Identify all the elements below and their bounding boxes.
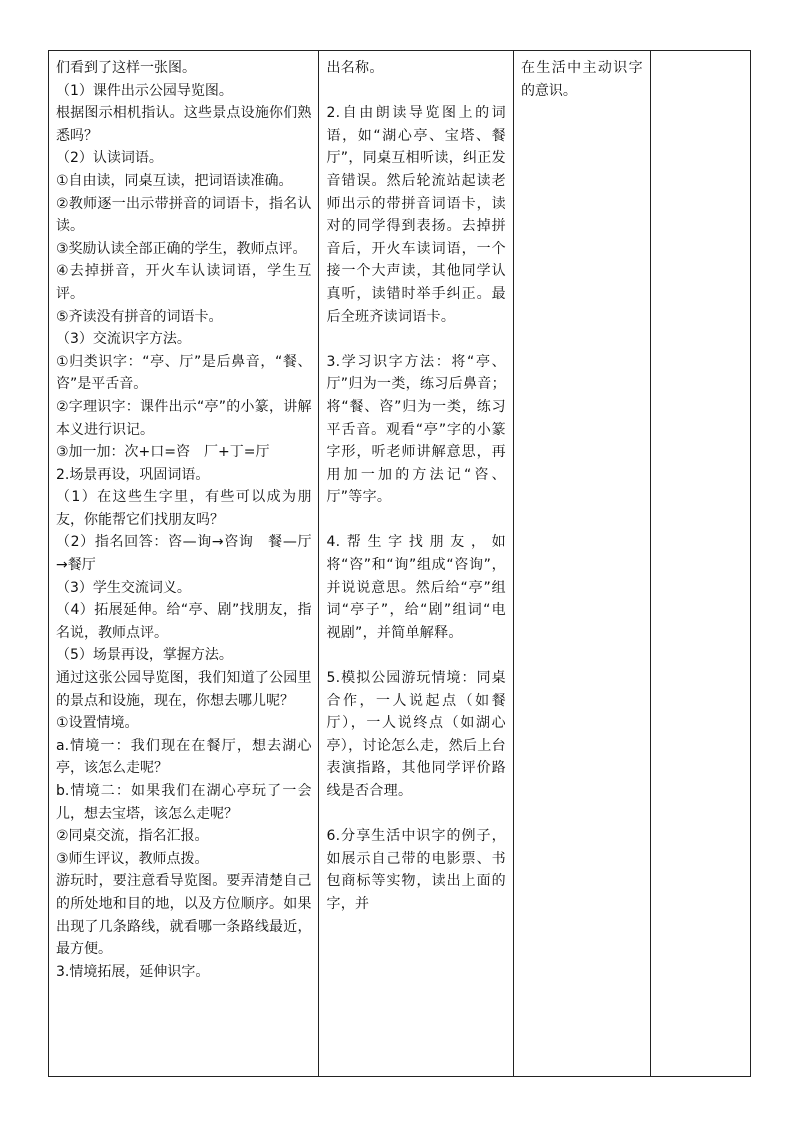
text-line: 3.情境拓展，延伸识字。 <box>56 963 210 980</box>
text-line: a.情境一：我们现在在餐厅，想去湖心亭，该怎么走呢？ <box>56 737 312 777</box>
text-line: ②字理识字：课件出示“亭”的小篆，讲解本义进行识记。 <box>56 398 312 438</box>
text-line: （1）课件出示公园导览图。 <box>56 82 233 99</box>
text-line: ③加一加：次+口=咨 厂+丁=厅 <box>56 444 270 461</box>
text-line: 通过这张公园导览图，我们知道了公园里的景点和设施，现在，你想去哪儿呢？ <box>56 670 312 709</box>
paragraph-gap <box>326 644 505 667</box>
text-line: ②教师逐一出示带拼音的词语卡，指名认读。 <box>56 195 312 235</box>
text-paragraph: 出名称。 <box>326 60 384 76</box>
text-line: ⑤齐读没有拼音的词语卡。 <box>56 308 223 325</box>
text-line: ①设置情境。 <box>56 715 139 732</box>
text-line: （3）学生交流词义。 <box>56 579 191 596</box>
teacher-activity-cell <box>49 51 319 1077</box>
text-line: 2.场景再设，巩固词语。 <box>56 466 210 483</box>
paragraph-gap <box>326 803 505 826</box>
text-paragraph: 3.学习识字方法：将“亭、厅”归为一类，练习后鼻音；将“餐、咨”归为一类，练习平舌音。观看“亭”字的小篆字形，听老师讲解意思，再用加一加的方法记“咨、厅”等字。 <box>326 353 506 506</box>
paragraph-gap <box>326 509 505 532</box>
text-paragraph: 5.模拟公园游玩情境：同桌合作，一人说起点（如餐厅），一人说终点（如湖心亭），讨论怎么走，然后上台表演指路，其他同学评价路线是否合理。 <box>326 670 506 799</box>
text-line: ②同桌交流，指名汇报。 <box>56 828 209 845</box>
text-paragraph: 6.分享生活中识字的例子，如展示自己带的电影票、书包商标等实物，读出上面的字，并 <box>326 828 506 912</box>
text-paragraph: 4.帮生字找朋友，如将“咨”和“询”组成“咨询”，并说说意思。然后给“亭”组词“亭子”，给“剧”组词“电视剧”，并简单解释。 <box>326 534 506 641</box>
text-paragraph: 在生活中主动识字的意识。 <box>520 60 643 99</box>
text-line: ①自由读，同桌互读，把词语读准确。 <box>56 172 293 189</box>
table-row <box>49 51 751 1077</box>
text-line: ①归类识字：“亭、厅”是后鼻音，“餐、咨”是平舌音。 <box>56 353 312 393</box>
paragraph-gap <box>326 80 505 103</box>
lesson-plan-table <box>48 50 751 1077</box>
text-line: （5）场景再设，掌握方法。 <box>56 647 233 664</box>
text-paragraph: 2.自由朗读导览图上的词语，如“湖心亭、宝塔、餐厅”，同桌互相听读，纠正发音错误。然后轮流站起读老师出示的带拼音词语卡，读对的同学得到表扬。去掉拼音后，开火车读词语，一个接一个大声读，其他同学认真听，读错时举手纠正。最后全班齐读词语卡。 <box>326 105 506 325</box>
text-line: ③奖励认读全部正确的学生，教师点评。 <box>56 240 307 257</box>
text-line: ③师生评议，教师点拨。 <box>56 850 209 867</box>
text-line: 们看到了这样一张图。 <box>56 60 196 76</box>
text-line: （2）指名回答：咨—询→咨询 餐—厅→餐厅 <box>56 534 312 574</box>
design-intent-cell <box>513 51 650 1077</box>
text-line: （1）在这些生字里，有些可以成为朋友，你能帮它们找朋友吗？ <box>56 489 312 528</box>
text-line: 游玩时，要注意看导览图。要弄清楚自己的所处地和目的地，以及方位顺序。如果出现了几条路线，就看哪一条路线最近，最方便。 <box>56 873 312 958</box>
text-line: 根据图示相机指认。这些景点设施你们熟悉吗？ <box>56 105 312 144</box>
text-line: （2）认读词语。 <box>56 150 163 167</box>
text-line: ④去掉拼音，开火车认读词语，学生互评。 <box>56 263 312 302</box>
text-line: （4）拓展延伸。给“亭、剧”找朋友，指名说，教师点评。 <box>56 602 312 641</box>
text-line: （3）交流识字方法。 <box>56 331 191 348</box>
empty-cell <box>650 51 750 1077</box>
text-line: b.情境二：如果我们在湖心亭玩了一会儿，想去宝塔，该怎么走呢？ <box>56 783 312 822</box>
paragraph-gap <box>326 328 505 351</box>
student-activity-cell <box>319 51 513 1077</box>
